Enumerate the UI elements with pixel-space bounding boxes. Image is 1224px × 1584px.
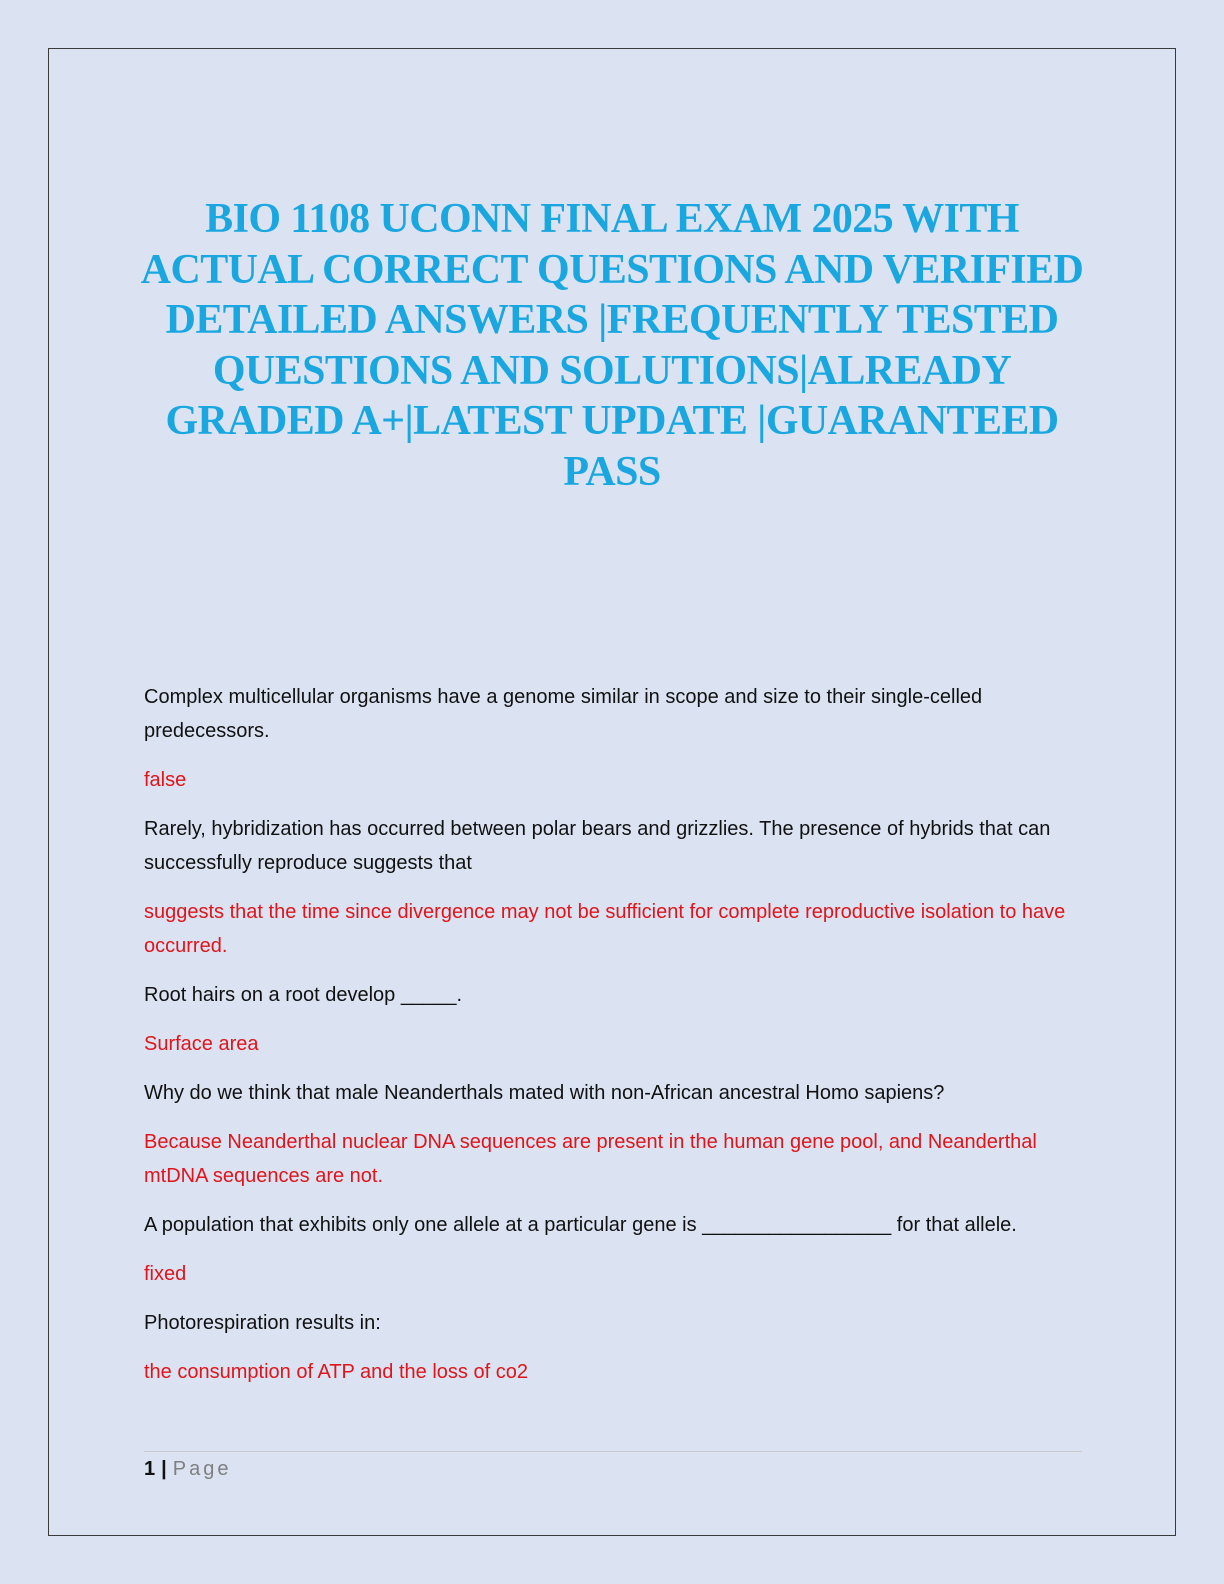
qa-item [144,1208,1079,1291]
document-title: BIO 1108 UCONN FINAL EXAM 2025 WITH ACTUAL CORRECT QUESTIONS AND VERIFIED DETAILED ANSWERS |FREQUENTLY TESTED QUESTIONS AND SOLUTIONS|ALREADY GRADED A+|LATEST UPDATE |GUARANTEED PASS [140,196,1084,495]
question-text: A population that exhibits only one allele at a particular gene is _________________ for that allele. [144,1214,1017,1236]
footer-divider [144,1451,1082,1452]
qa-item [144,1306,1079,1389]
answer-text: suggests that the time since divergence may not be sufficient for complete reproductive isolation to have occurred. [144,901,1066,957]
page-label: Page [172,1458,232,1480]
question-text: Complex multicellular organisms have a genome similar in scope and size to their single-celled predecessors. [144,686,983,742]
question-text: Root hairs on a root develop _____. [144,984,462,1006]
answer-text: fixed [144,1263,187,1285]
question-text: Photorespiration results in: [144,1312,381,1334]
page-footer [144,1455,231,1483]
question-text: Rarely, hybridization has occurred between polar bears and grizzlies. The presence of hybrids that can successfully reproduce suggests that [144,818,1051,874]
qa-item [144,1076,1079,1193]
answer-text: Because Neanderthal nuclear DNA sequences are present in the human gene pool, and Neanderthal mtDNA sequences are not. [144,1131,1037,1187]
answer-text: false [144,769,187,791]
qa-item [144,978,1079,1061]
qa-item [144,680,1079,797]
page-number: 1 [144,1458,156,1480]
answer-text: Surface area [144,1033,259,1055]
qa-list [144,680,1079,1404]
footer-separator: | [161,1458,167,1480]
question-text: Why do we think that male Neanderthals mated with non-African ancestral Homo sapiens? [144,1082,945,1104]
answer-text: the consumption of ATP and the loss of co2 [144,1361,528,1383]
qa-item [144,812,1079,963]
